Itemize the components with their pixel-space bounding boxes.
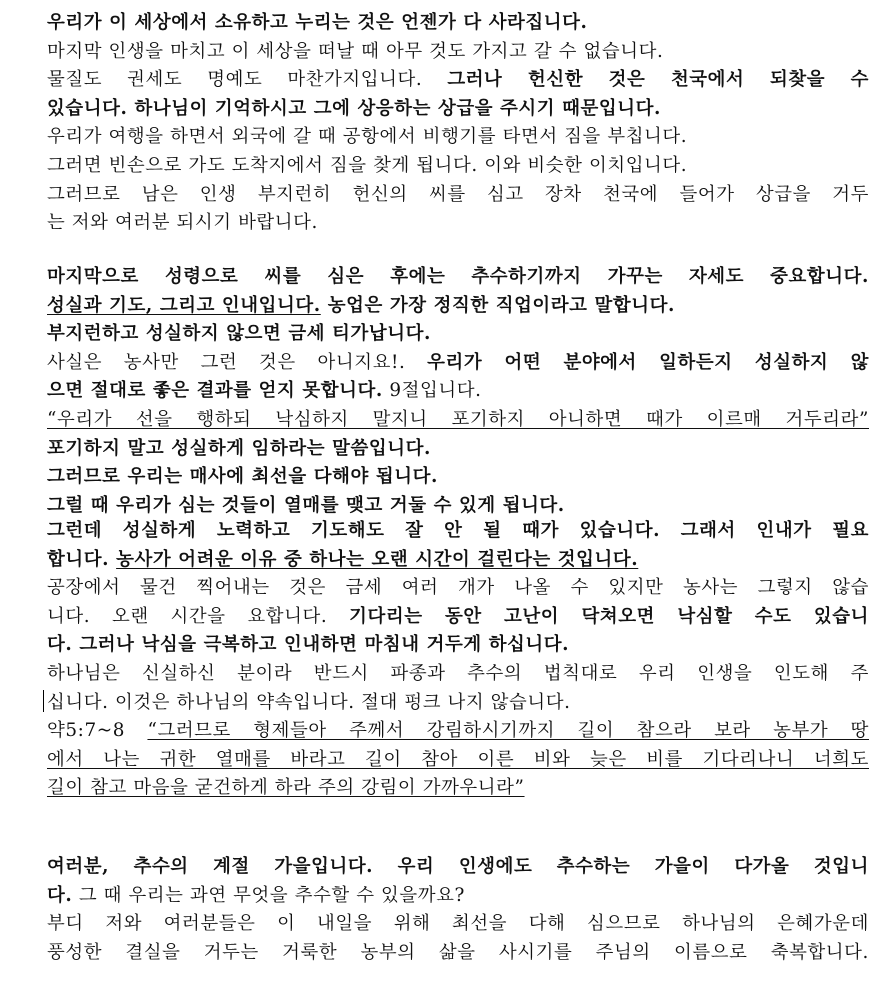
underlined-text: 성실과 기도, 그리고 인내입니다.: [47, 294, 321, 316]
text-line: [47, 434, 869, 463]
body-text: 십니다. 이것은 하나님의 약속입니다. 절대 펑크 나지 않습니다.: [47, 691, 571, 713]
underlined-text: “그러므로 형제들아 주께서 강림하시기까지 길이 참으라 보라 농부가 땅: [147, 720, 869, 742]
text-line: [47, 405, 869, 434]
bold-text: 우리가 어떤 분야에서 일하든지 성실하지 않: [427, 351, 869, 373]
text-line: [47, 65, 869, 94]
bold-text: 기다리는 동안 고난이 닥쳐오면 낙심할 수도 있습니: [349, 605, 869, 627]
bold-text: 부지런하고 성실하지 않으면 금세 티가납니다.: [47, 323, 431, 345]
text-line: [47, 262, 869, 291]
bold-text: 농업은 가장 정직한 직업이라고 말합니다.: [320, 294, 675, 316]
text-line: [47, 545, 869, 574]
text-cursor: [43, 690, 44, 712]
underlined-text: 길이 참고 마음을 굳건하게 하라 주의 강림이 가까우니라”: [47, 777, 525, 799]
text-line: [47, 94, 869, 123]
body-text: 우리가 여행을 하면서 외국에 갈 때 공항에서 비행기를 타면서 짐을 부칩니다.: [47, 126, 688, 148]
bold-text: 합니다.: [47, 548, 117, 570]
bold-text: 그러므로 우리는 매사에 최선을 다해야 됩니다.: [47, 466, 438, 488]
text-line: [47, 716, 869, 745]
text-line: [47, 516, 869, 545]
text-line: [47, 376, 869, 405]
text-line: [47, 573, 869, 602]
body-text: 9절입니다.: [382, 380, 482, 402]
text-line: [47, 462, 869, 491]
text-line: [47, 881, 869, 910]
body-text: 니다. 오랜 시간을 요합니다.: [47, 605, 350, 627]
text-line: [47, 208, 869, 237]
underlined-text: 농사가 어려운 이유 중 하나는 오랜 시간이 걸린다는 것입니다.: [116, 548, 639, 570]
text-line: [47, 938, 869, 967]
text-line: [47, 602, 869, 631]
body-text: 부디 저와 여러분들은 이 내일을 위해 최선을 다해 심으므로 하나님의 은혜가운데: [47, 913, 869, 935]
text-line: [47, 348, 869, 377]
text-line: [47, 291, 869, 320]
underlined-text: 에서 나는 귀한 열매를 바라고 길이 참아 이른 비와 늦은 비를 기다리나니 너희도: [47, 748, 869, 770]
body-text: 는 저와 여러분 되시기 바랍니다.: [47, 212, 318, 234]
bold-text: 그러나 헌신한 것은 천국에서 되찾을 수: [447, 69, 869, 91]
body-text: 하나님은 신실하신 분이라 반드시 파종과 추수의 법칙대로 우리 인생을 인도해 주: [47, 663, 869, 684]
text-line: [47, 688, 869, 717]
body-text: 그 때 우리는 과연 무엇을 추수할 수 있을까요?: [72, 884, 465, 906]
text-line: [47, 659, 869, 688]
text-line: [47, 630, 869, 659]
bold-text: 다. 그러나 낙심을 극복하고 인내하면 마침내 거두게 하십니다.: [47, 634, 570, 656]
bold-text: 우리가 이 세상에서 소유하고 누리는 것은 언젠가 다 사라집니다.: [47, 12, 588, 33]
body-text: 그러면 빈손으로 가도 도착지에서 짐을 찾게 됩니다. 이와 비슷한 이치입니다.: [47, 155, 688, 176]
body-text: 공장에서 물건 찍어내는 것은 금세 여러 개가 나올 수 있지만 농사는 그렇지 않습: [47, 577, 869, 599]
text-line: [47, 909, 869, 938]
bold-text: 그런데 성실하게 노력하고 기도해도 잘 안 될 때가 있습니다. 그래서 인내가 필요: [47, 520, 869, 541]
text-line: [47, 151, 869, 180]
text-line: [47, 852, 869, 881]
text-line: [47, 122, 869, 151]
text-line: [47, 773, 869, 802]
bold-text: 다.: [47, 884, 73, 906]
bold-text: 포기하지 말고 성실하게 임하라는 말씀입니다.: [47, 437, 431, 459]
body-text: 사실은 농사만 그런 것은 아니지요!.: [47, 351, 428, 373]
bold-text: 여러분, 추수의 계절 가을입니다. 우리 인생에도 추수하는 가을이 다가올 것입니: [47, 856, 869, 877]
bold-text: 있습니다. 하나님이 기억하시고 그에 상응하는 상급을 주시기 때문입니다.: [47, 97, 661, 119]
underlined-text: “우리가 선을 행하되 낙심하지 말지니 포기하지 아니하면 때가 이르매 거두리라”: [47, 409, 869, 430]
text-line: [47, 37, 869, 66]
body-text: 그러므로 남은 인생 부지런히 헌신의 씨를 심고 장차 천국에 들어가 상급을 거두: [47, 183, 869, 205]
body-text: 마지막 인생을 마치고 이 세상을 떠날 때 아무 것도 가지고 갈 수 없습니다.: [47, 40, 664, 62]
body-text: 풍성한 결실을 거두는 거룩한 농부의 삶을 사시기를 주님의 이름으로 축복합니다.: [47, 941, 869, 963]
body-text: 약5:7~8: [47, 720, 148, 742]
text-line: [47, 319, 869, 348]
text-line: [47, 745, 869, 774]
text-line: [47, 8, 869, 37]
body-text: 물질도 권세도 명예도 마찬가지입니다.: [47, 69, 448, 91]
text-line: [47, 180, 869, 209]
bold-text: 마지막으로 성령으로 씨를 심은 후에는 추수하기까지 가꾸는 자세도 중요합니다.: [47, 266, 869, 287]
bold-text: 으면 절대로 좋은 결과를 얻지 못합니다.: [47, 380, 383, 402]
bold-text: 그럴 때 우리가 심는 것들이 열매를 맺고 거둘 수 있게 됩니다.: [47, 494, 565, 516]
